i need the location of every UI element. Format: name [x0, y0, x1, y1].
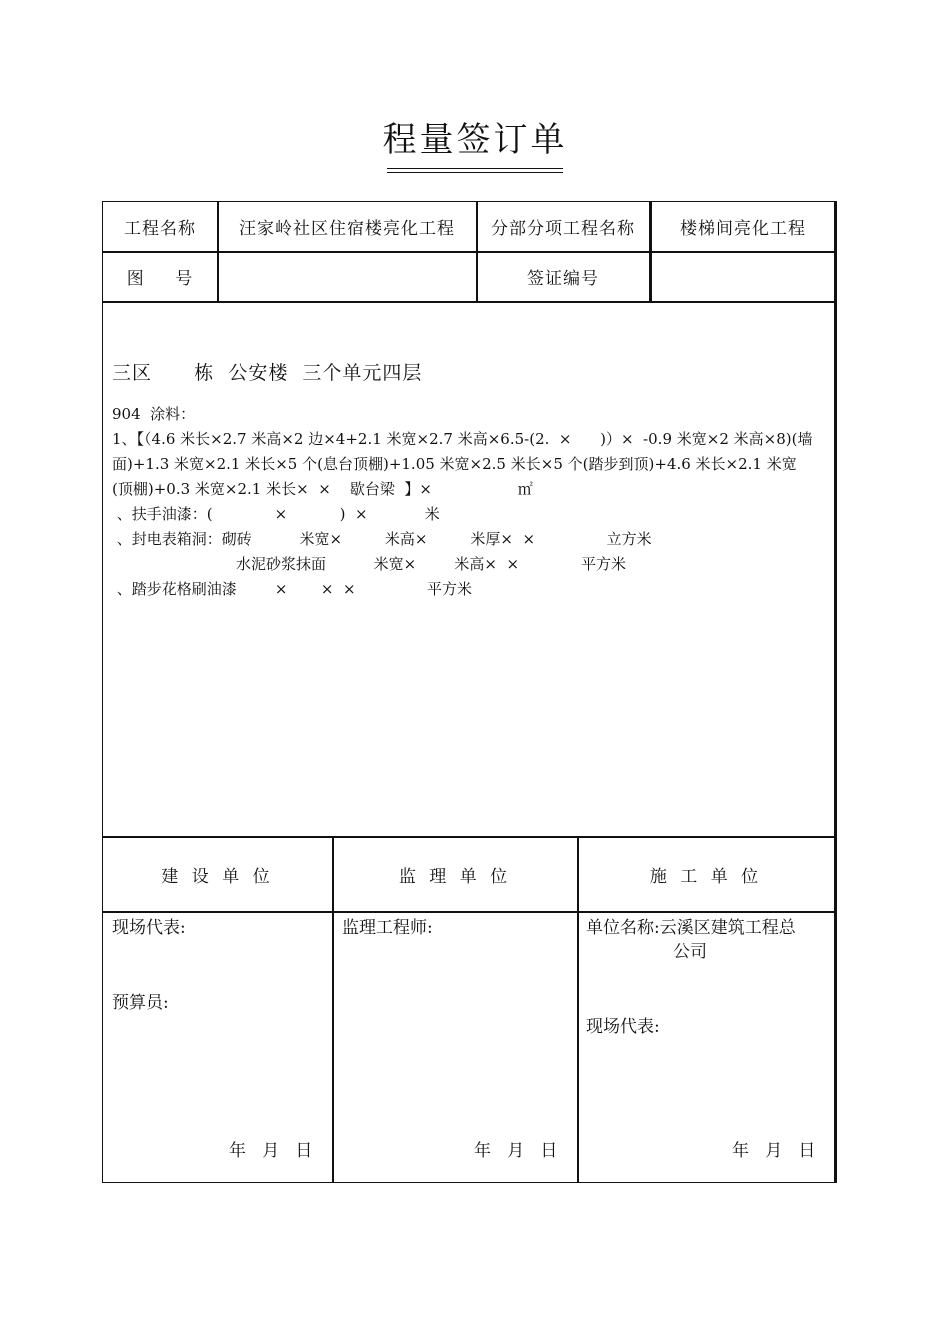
drawing-no-label: 图 号 — [126, 269, 194, 289]
contractor-unit-header: 施 工 单 位 — [649, 866, 763, 887]
subproject-value: 楼梯间亮化工程 — [680, 219, 806, 239]
work-line: (顶棚)+0.3 米宽×2.1 米长× × 歇台梁 】× ㎡ — [112, 480, 533, 498]
owner-unit-header: 建 设 单 位 — [161, 866, 274, 887]
contractor-name-label: 单位名称:云溪区建筑工程总 — [586, 918, 796, 938]
title-double-underline — [387, 168, 563, 173]
document-title: 程量签订单 — [382, 120, 568, 160]
owner-site-rep-label: 现场代表: — [112, 918, 186, 938]
contractor-name-continuation: 公司 — [673, 942, 707, 962]
owner-date: 年 月 日 — [229, 1141, 313, 1161]
supervisor-unit-header: 监 理 单 位 — [398, 866, 512, 887]
work-line: 904 涂料： — [112, 405, 196, 423]
visa-no-value — [652, 252, 834, 301]
location-line: 三区 栋 公安楼 三个单元四层 — [112, 362, 423, 384]
project-name-value: 汪家岭社区住宿楼亮化工程 — [239, 219, 455, 239]
supervisor-engineer-label: 监理工程师: — [342, 918, 433, 938]
row-divider-2 — [102, 301, 837, 303]
drawing-no-value — [218, 252, 476, 301]
form-frame — [102, 201, 837, 1183]
work-line: 面)+1.3 米宽×2.1 米长×5 个(息台顶棚)+1.05 米宽×2.5 米长×5 个(踏步到顶)+4.6 米长×2.1 米宽 — [112, 455, 797, 473]
project-name-label: 工程名称 — [124, 219, 196, 239]
visa-no-label: 签证编号 — [527, 269, 599, 289]
work-line: 1、【（4.6 米长×2.7 米高×2 边×4+2.1 米宽×2.7 米高×6.5-(2. × )）× -0.9 米宽×2 米高×8)(墙 — [112, 430, 813, 448]
work-line: 、踏步花格刷油漆 × × × 平方米 — [112, 580, 473, 598]
subproject-label: 分部分项工程名称 — [491, 219, 635, 239]
work-line: 、扶手油漆：( × ) × 米 — [112, 505, 440, 523]
supervisor-date: 年 月 日 — [474, 1141, 558, 1161]
work-line: 、封电表箱洞：砌砖 米宽× 米高× 米厚× × 立方米 — [112, 530, 652, 548]
work-line: 水泥砂浆抹面 米宽× 米高× × 平方米 — [112, 555, 627, 573]
owner-budget-label: 预算员: — [112, 993, 169, 1013]
contractor-site-rep-label: 现场代表: — [586, 1017, 660, 1037]
contractor-date: 年 月 日 — [732, 1141, 816, 1161]
